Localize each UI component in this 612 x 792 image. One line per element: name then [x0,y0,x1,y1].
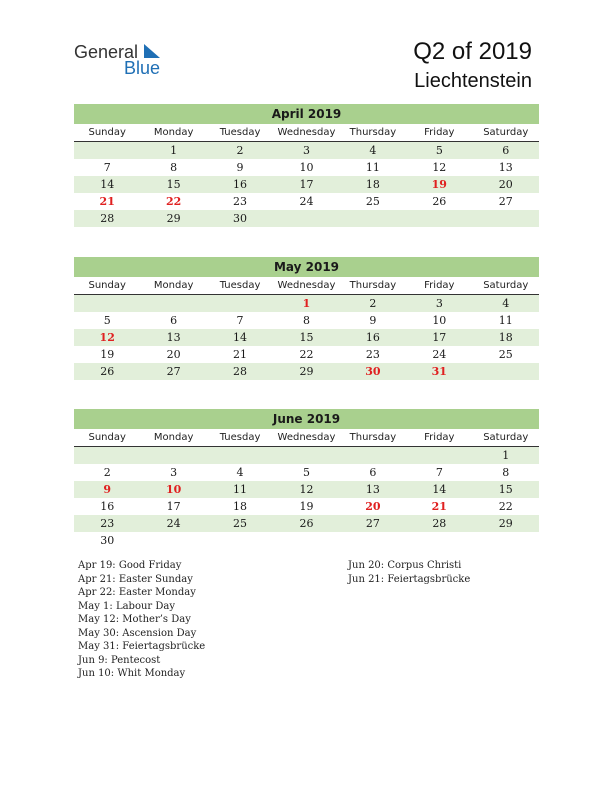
holiday-entry: May 1: Labour Day [78,600,175,612]
day-cell: 23 [100,517,115,530]
holiday-day-cell: 30 [365,365,381,378]
day-cell: 14 [432,483,447,496]
week-row [74,346,539,363]
day-cell: 25 [365,195,380,208]
weekday-label: Wednesday [277,127,336,138]
holiday-day-cell: 21 [99,195,115,208]
day-cell: 14 [233,331,248,344]
day-cell: 27 [365,517,380,530]
holiday-entry: Jun 9: Pentecost [78,654,161,666]
day-cell: 8 [502,466,510,479]
day-cell: 2 [103,466,111,479]
day-cell: 17 [299,178,314,191]
day-cell: 4 [369,144,377,157]
week-row [74,498,539,515]
day-cell: 18 [233,500,248,513]
day-cell: 6 [369,466,377,479]
day-cell: 13 [166,331,181,344]
day-cell: 1 [502,449,510,462]
day-cell: 9 [369,314,377,327]
holiday-entry: Jun 20: Corpus Christi [348,560,462,571]
month-calendar-june [74,409,539,549]
day-cell: 23 [365,348,380,361]
day-cell: 11 [498,314,513,327]
holiday-entry: Jun 10: Whit Monday [78,668,186,679]
day-cell: 20 [498,178,513,191]
weekday-label: Saturday [483,280,529,291]
holiday-day-cell: 9 [103,483,112,496]
holiday-day-cell: 21 [431,500,447,513]
day-cell [473,532,539,549]
day-cell [140,447,206,464]
weekday-label: Tuesday [219,432,261,443]
day-cell [273,210,339,227]
week-row [74,329,539,346]
weekday-label: Tuesday [219,280,261,291]
day-cell: 26 [299,517,314,530]
weekday-label: Sunday [88,127,126,138]
day-cell: 26 [100,365,115,378]
day-cell: 23 [233,195,248,208]
week-row [74,464,539,481]
day-cell: 22 [299,348,314,361]
day-cell: 7 [435,466,443,479]
month-header: June 2019 [74,409,539,429]
week-row [74,312,539,329]
logo-blue-text: Blue [124,58,161,78]
holiday-entry: Apr 21: Easter Sunday [78,573,193,585]
week-row [74,481,539,498]
day-cell: 18 [365,178,380,191]
holiday-entry: Apr 19: Good Friday [78,560,182,571]
day-cell: 28 [100,212,115,225]
weekday-label: Monday [153,127,194,138]
day-cell: 1 [170,144,178,157]
day-cell [207,532,273,549]
day-cell [340,210,406,227]
day-cell: 7 [236,314,244,327]
day-cell: 11 [365,161,380,174]
day-cell: 4 [502,297,510,310]
weekday-label: Wednesday [277,432,336,443]
weekday-label: Saturday [483,127,529,138]
day-cell [406,210,472,227]
holiday-entry: Jun 21: Feiertagsbrücke [348,573,471,585]
page-title: Q2 of 2019 [413,38,532,65]
weekday-label: Sunday [88,432,126,443]
day-cell: 8 [170,161,178,174]
day-cell: 16 [100,500,115,513]
day-cell: 2 [236,144,244,157]
weekday-label: Thursday [349,280,397,291]
day-cell [273,447,339,464]
day-cell: 27 [166,365,181,378]
day-cell [473,363,539,380]
day-cell: 3 [170,466,178,479]
week-row [74,176,539,193]
weekday-header-row [74,124,539,142]
day-cell: 13 [365,483,380,496]
month-header: May 2019 [74,257,539,277]
week-row [74,532,539,549]
day-cell: 20 [166,348,181,361]
logo-general-text: General [74,42,139,62]
day-cell: 16 [365,331,380,344]
day-cell: 21 [233,348,248,361]
day-cell: 19 [100,348,115,361]
holiday-day-cell: 12 [99,331,115,344]
holiday-entry: May 31: Feiertagsbrücke [78,641,206,652]
day-cell [207,447,273,464]
day-cell: 22 [498,500,513,513]
week-row [74,210,539,227]
week-row [74,193,539,210]
day-cell: 19 [299,500,314,513]
weekday-label: Monday [153,280,194,291]
holiday-day-cell: 1 [302,297,311,310]
day-cell: 29 [299,365,314,378]
day-cell [74,142,140,159]
holiday-entry: May 30: Ascension Day [78,627,197,639]
week-row [74,142,539,159]
day-cell: 13 [498,161,513,174]
day-cell: 14 [100,178,115,191]
day-cell: 5 [103,314,111,327]
day-cell: 29 [166,212,181,225]
holiday-list-column-1 [78,559,205,681]
holiday-day-cell: 31 [431,365,447,378]
holiday-day-cell: 22 [165,195,182,208]
holiday-day-cell: 10 [165,483,182,496]
day-cell [406,447,472,464]
week-row [74,295,539,312]
month-calendar-april [74,104,539,227]
weekday-label: Thursday [349,127,397,138]
day-cell: 2 [369,297,377,310]
day-cell: 17 [166,500,181,513]
weekday-label: Friday [424,127,455,138]
weekday-header-row [74,429,539,447]
day-cell: 12 [432,161,447,174]
day-cell: 11 [233,483,248,496]
week-row [74,515,539,532]
day-cell: 5 [435,144,443,157]
day-cell [74,447,140,464]
day-cell [340,532,406,549]
holiday-day-cell: 19 [431,178,447,191]
day-cell: 25 [498,348,513,361]
week-row [74,363,539,380]
page-subtitle: Liechtenstein [414,70,532,92]
day-cell [74,295,140,312]
day-cell: 24 [166,517,181,530]
day-cell: 30 [100,534,115,547]
weekday-label: Monday [153,432,194,443]
day-cell: 10 [432,314,447,327]
day-cell [406,532,472,549]
weekday-label: Friday [424,280,455,291]
day-cell: 16 [233,178,248,191]
day-cell: 6 [502,144,510,157]
weekday-label: Saturday [483,432,529,443]
day-cell [207,295,273,312]
day-cell: 17 [432,331,447,344]
day-cell: 25 [233,517,248,530]
day-cell [140,532,206,549]
weekday-label: Friday [424,432,455,443]
day-cell: 28 [233,365,248,378]
day-cell: 10 [299,161,314,174]
week-row [74,159,539,176]
logo [74,42,174,78]
day-cell: 7 [103,161,111,174]
day-cell: 24 [299,195,314,208]
day-cell: 24 [432,348,447,361]
day-cell: 4 [236,466,244,479]
week-row [74,447,539,464]
day-cell: 15 [166,178,181,191]
day-cell: 30 [233,212,248,225]
day-cell: 18 [498,331,513,344]
day-cell: 15 [299,331,314,344]
day-cell [473,210,539,227]
weekday-label: Thursday [349,432,397,443]
month-header: April 2019 [74,104,539,124]
holiday-entry: May 12: Mother’s Day [78,614,191,625]
holiday-entry: Apr 22: Easter Monday [78,587,196,598]
weekday-label: Wednesday [277,280,336,291]
day-cell: 15 [498,483,513,496]
day-cell: 6 [170,314,178,327]
day-cell: 12 [299,483,314,496]
day-cell: 5 [302,466,310,479]
day-cell: 28 [432,517,447,530]
day-cell: 3 [435,297,443,310]
day-cell: 26 [432,195,447,208]
day-cell [340,447,406,464]
day-cell: 27 [498,195,513,208]
holiday-list-column-2 [348,559,470,586]
day-cell: 29 [498,517,513,530]
weekday-header-row [74,277,539,295]
month-calendar-may [74,257,539,380]
day-cell: 3 [302,144,310,157]
weekday-label: Tuesday [219,127,261,138]
day-cell: 8 [302,314,310,327]
day-cell [140,295,206,312]
holiday-day-cell: 20 [365,500,381,513]
day-cell: 9 [236,161,244,174]
day-cell [273,532,339,549]
weekday-label: Sunday [88,280,126,291]
